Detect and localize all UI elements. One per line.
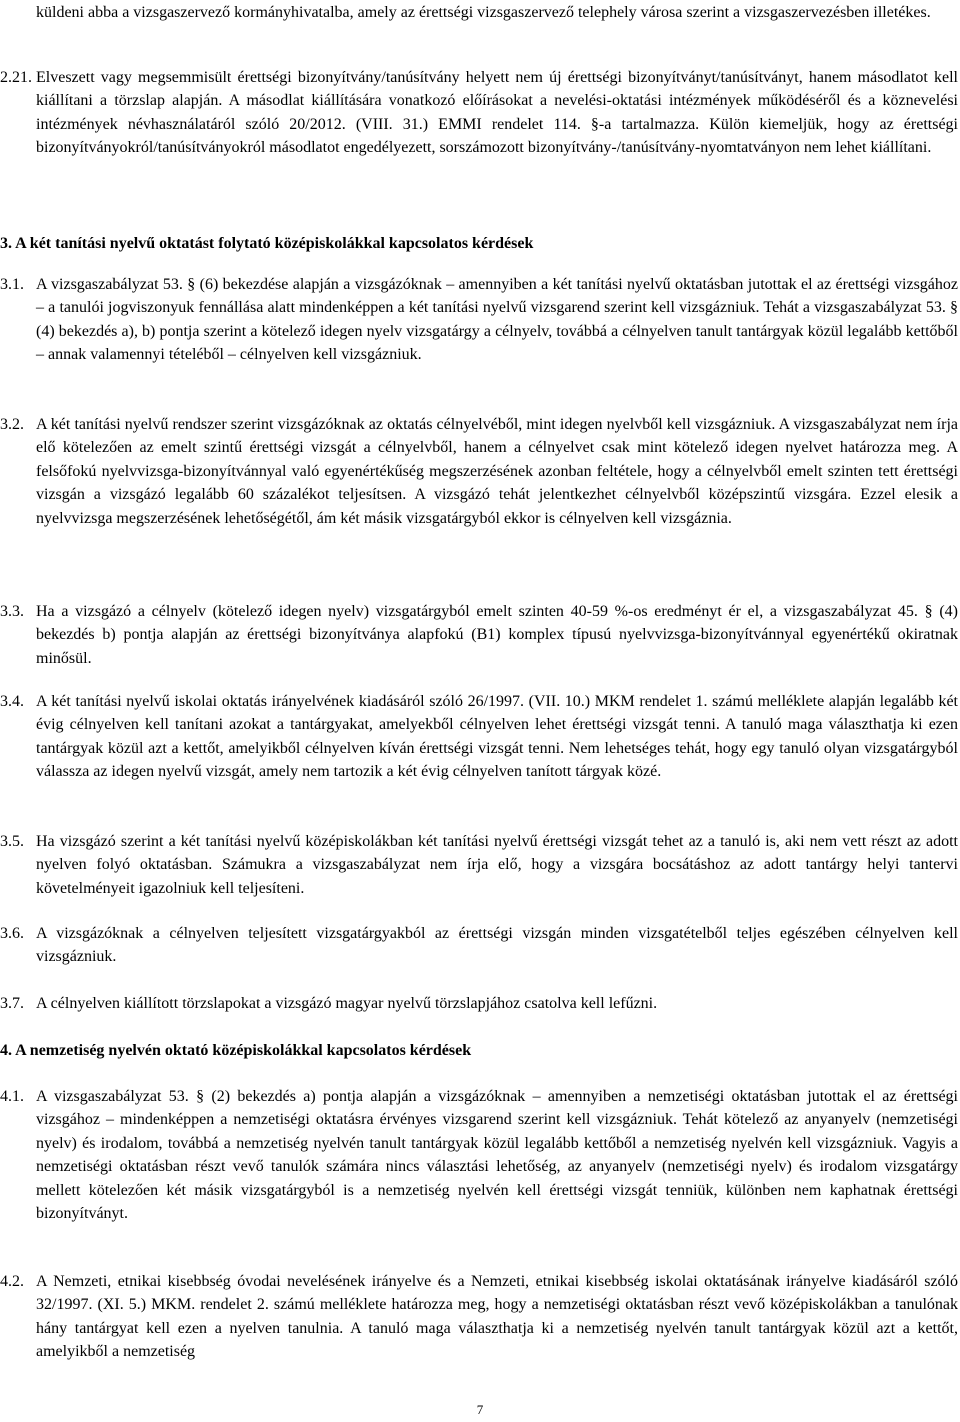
paragraph-3-2 <box>0 413 958 530</box>
paragraph-2-21 <box>0 66 958 160</box>
paragraph-text: A vizsgaszabályzat 53. § (2) bekezdés a) pontja alapján a vizsgázóknak – amennyiben a nemzetiségi oktatásban jutottak el az érettségi vizsgához – mindenképpen a nemzetiségi oktatásra érvényes vizsgarend szerint kell vizsgázniuk. Tehát kötelező az anyanyelv (nemzetiségi nyelv) és irodalom, továbbá a nemzetiség nyelvén tanult tantárgyak közül legalább kettőből a nemzetiség nyelvén kell vizsgázniuk. Vagyis a nemzetiségi oktatásban részt vevő tanulók számára nincs választási lehetőség, az anyanyelv (nemzetiségi nyelv) és irodalom vizsgatárgy mellett kötelezően két másik vizsgatárgyból is a nemzetiség nyelvén kell érettségi vizsgát tenniük, különben nem kaphatnak érettségi bizonyítványt. <box>36 1088 958 1223</box>
paragraph-number: 3.4. <box>0 693 24 710</box>
paragraph-4-2 <box>0 1270 958 1364</box>
paragraph-number: 3.1. <box>0 276 24 293</box>
intro-paragraph: küldeni abba a vizsgaszervező kormányhivatalba, amely az érettségi vizsgaszervező telephely városa szerint a vizsgaszervezésben illetékes. <box>36 4 931 21</box>
paragraph-number: 3.6. <box>0 925 24 942</box>
paragraph-3-4 <box>0 690 958 784</box>
paragraph-text: A két tanítási nyelvű rendszer szerint vizsgázóknak az oktatás célnyelvéből, mint idegen nyelvből kell vizsgázniuk. A vizsgaszabályzat nem írja elő kötelezően az emelt szintű érettségi vizsgát a célnyelvből, hanem a célnyelvet csak mint kötelező idegen nyelvet határozza meg. A felsőfokú nyelvvizsga-bizonyítvánnyal való egyenértékűség megszerzésének azonban feltétele, hogy a célnyelvből emelt szinten tett érettségi vizsgán a vizsgázó legalább 60 százalékot teljesítsen. A vizsgázó tehát jelentkezhet célnyelvből középszintű vizsgára. Ezzel elesik a nyelvvizsga megszerzésének lehetőségétől, ám két másik vizsgatárgyból ekkor is célnyelven kell vizsgáznia. <box>36 416 958 527</box>
paragraph-3-3 <box>0 600 958 670</box>
paragraph-number: 4.1. <box>0 1088 24 1105</box>
paragraph-text: A vizsgázóknak a célnyelven teljesített vizsgatárgyakból az érettségi vizsgán minden vizsgatételből teljes egészében célnyelven kell vizsgázniuk. <box>36 925 958 966</box>
paragraph-text: Elveszett vagy megsemmisült érettségi bizonyítvány/tanúsítvány helyett nem új érettségi bizonyítványt/tanúsítványt, hanem másodlatot kell kiállítani a törzslap alapján. A másodlat kiállítására vonatkozó előírásokat a nevelési-oktatási intézmények működéséről és a köznevelési intézmények névhasználatáról szóló 20/2012. (VIII. 31.) EMMI rendelet 114. §-a tartalmazza. Külön kiemeljük, hogy az érettségi bizonyítványokról/tanúsítványokról másodlatot engedélyezett, sorszámozott bizonyítvány-/tanúsítvány-nyomtatványon nem lehet kiállítani. <box>36 69 958 157</box>
paragraph-text: A Nemzeti, etnikai kisebbség óvodai nevelésének irányelve és a Nemzeti, etnikai kisebbség iskolai oktatásának irányelve kiadásáról szóló 32/1997. (XI. 5.) MKM. rendelet 2. számú melléklete határozza meg, hogy a nemzetiségi oktatásban részt vevő középiskolákban a tanulónak hány tantárgyat kell ezen a nyelven tanulnia. A tanuló maga választhatja ki a nemzetiség nyelvén tanult tantárgyak közül azt a kettőt, amelyikből a nemzetiség <box>36 1273 958 1361</box>
paragraph-number: 2.21. <box>0 69 32 86</box>
paragraph-number: 3.7. <box>0 995 24 1012</box>
paragraph-3-5 <box>0 830 958 900</box>
paragraph-text: Ha a vizsgázó a célnyelv (kötelező idegen nyelv) vizsgatárgyból emelt szinten 40-59 %-os eredményt ér el, a vizsgaszabályzat 45. § (4) bekezdés b) pontja alapján az érettségi bizonyítványa alapfokú (B1) komplex típusú nyelvvizsga-bizonyítvánnyal egyenértékű okiratnak minősül. <box>36 603 958 667</box>
paragraph-number: 3.5. <box>0 833 24 850</box>
paragraph-3-6 <box>0 922 958 969</box>
paragraph-4-1 <box>0 1085 958 1225</box>
paragraph-text: Ha vizsgázó szerint a két tanítási nyelvű középiskolákban két tanítási nyelvű érettségi vizsgát tehet az a tanuló is, aki nem vett részt az adott nyelven folyó oktatásban. Számukra a vizsgaszabályzat nem írja elő, hogy a vizsgára bocsátáshoz az adott tantárgy helyi tantervi követelményeit igazolniuk kell teljesíteni. <box>36 833 958 897</box>
paragraph-number: 3.2. <box>0 416 24 433</box>
paragraph-3-7 <box>0 992 958 1015</box>
paragraph-number: 3.3. <box>0 603 24 620</box>
page-number: 7 <box>476 1402 484 1417</box>
section-heading-3: 3. A két tanítási nyelvű oktatást folytató középiskolákkal kapcsolatos kérdések <box>0 235 534 252</box>
paragraph-text: A vizsgaszabályzat 53. § (6) bekezdése alapján a vizsgázóknak – amennyiben a két tanítási nyelvű oktatásban jutottak el az érettségi vizsgához – a tanulói jogviszonyuk fennállása alatt mindenképpen a két tanítási nyelvű vizsgarend szerint kell vizsgázniuk. Tehát a vizsgaszabályzat 53. § (4) bekezdés a), b) pontja szerint a kötelező idegen nyelv vizsgatárgy a célnyelv, továbbá a célnyelven tanult tantárgyak közül legalább kettőből – annak valamennyi tételéből – célnyelven kell vizsgázniuk. <box>36 276 958 364</box>
section-heading-4: 4. A nemzetiség nyelvén oktató középiskolákkal kapcsolatos kérdések <box>0 1042 472 1059</box>
paragraph-3-1 <box>0 273 958 367</box>
paragraph-text: A célnyelven kiállított törzslapokat a vizsgázó magyar nyelvű törzslapjához csatolva kell lefűzni. <box>36 995 658 1012</box>
paragraph-number: 4.2. <box>0 1273 24 1290</box>
paragraph-text: A két tanítási nyelvű iskolai oktatás irányelvének kiadásáról szóló 26/1997. (VII. 10.) MKM rendelet 1. számú melléklete alapján legalább két évig célnyelven kell tanítani azokat a tantárgyakat, amelyekből célnyelven lehet érettségi vizsgát tenni. A tanuló maga választhatja ki ezen tantárgyak közül azt a kettőt, amelyikből célnyelven kíván érettségi vizsgát tenni. Nem lehetséges tehát, hogy egy tanuló olyan vizsgatárgyból válassza az idegen nyelvű vizsgát, amely nem tartozik a két évig célnyelven tanított tárgyak közé. <box>36 693 958 781</box>
